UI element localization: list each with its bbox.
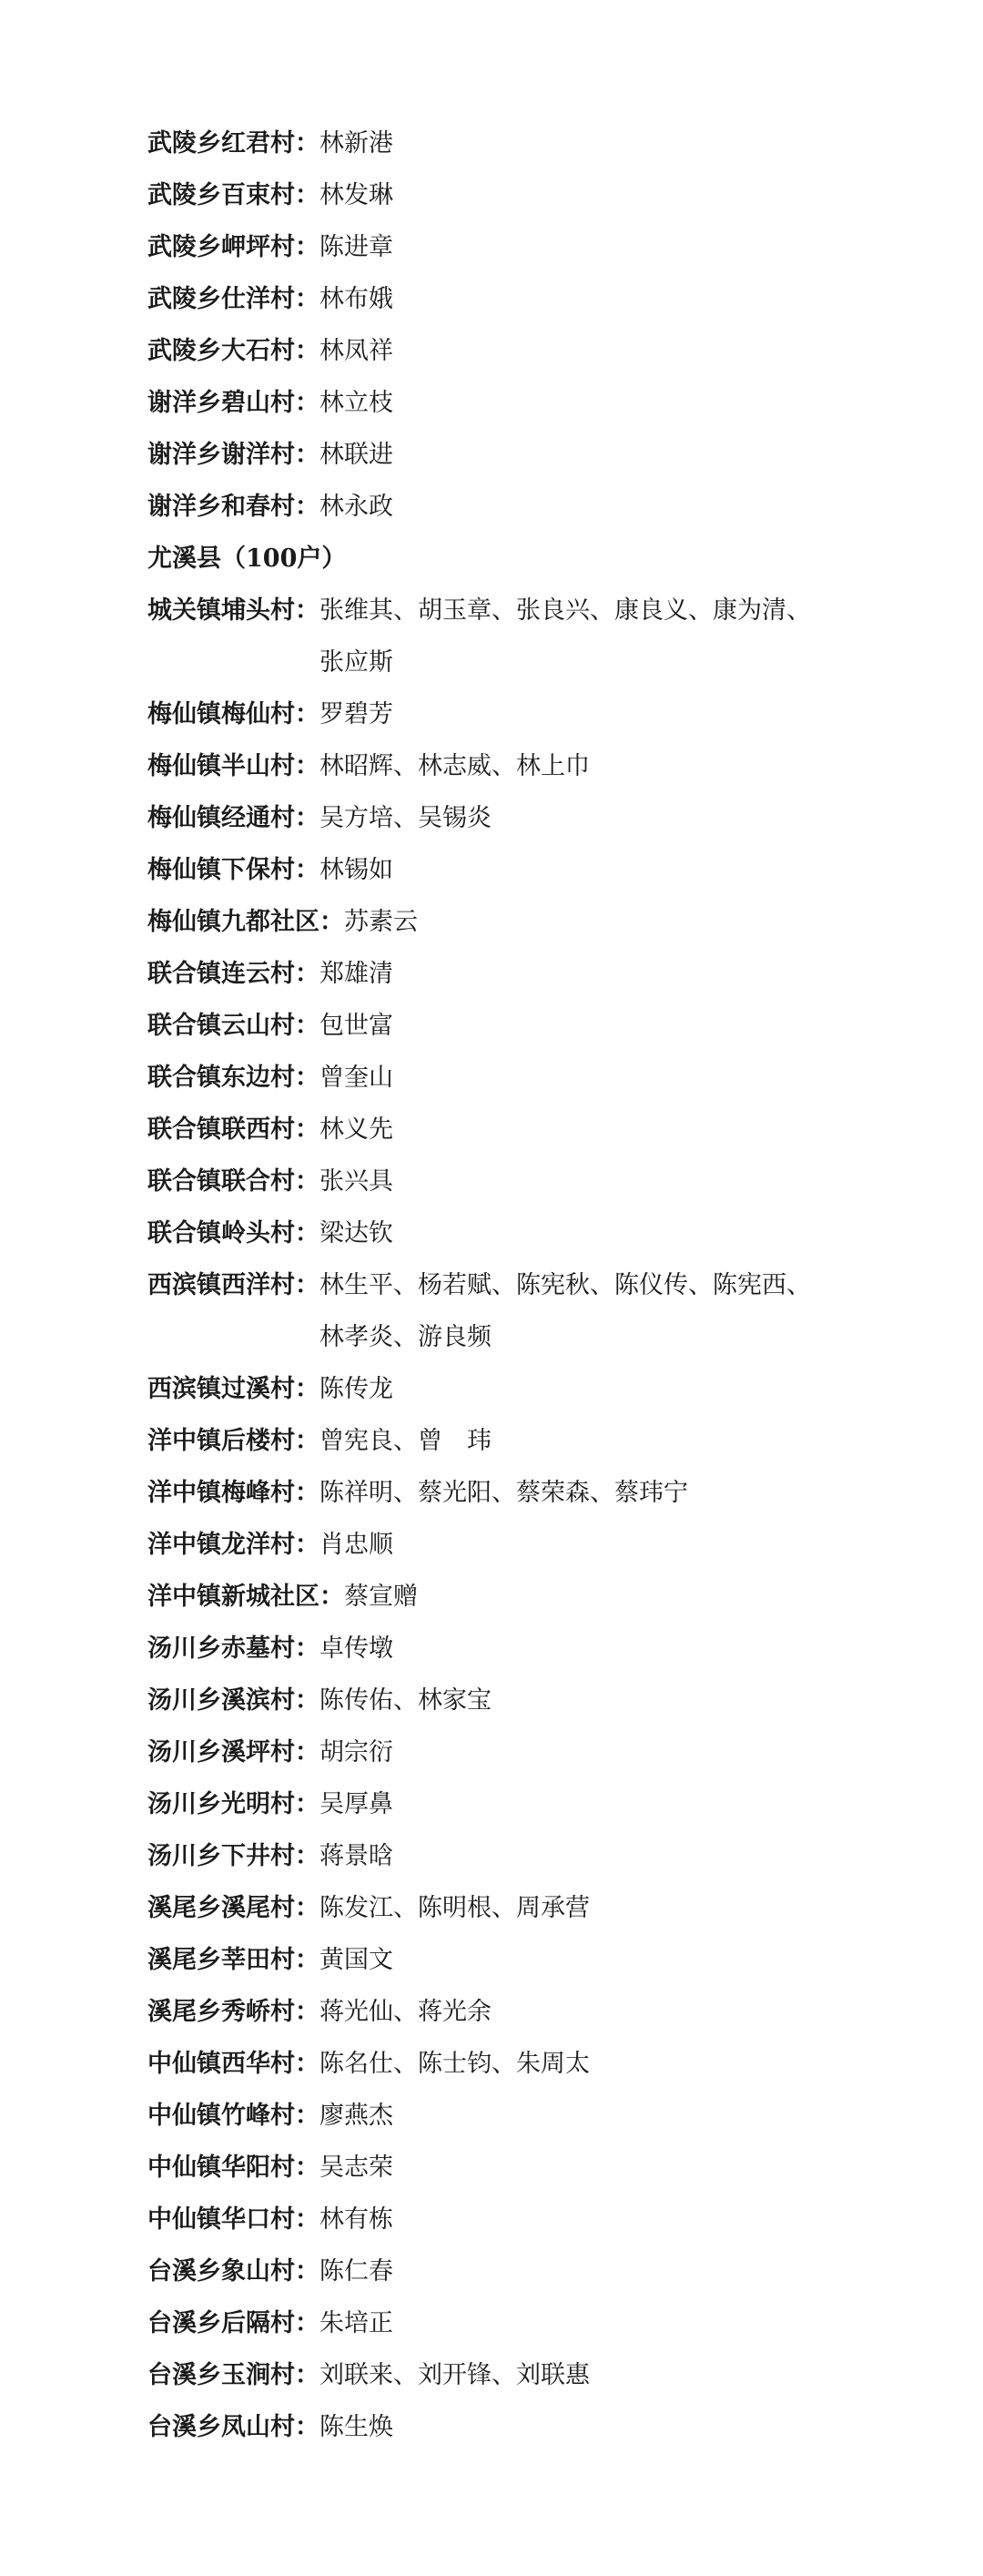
household-names: 林锡如 (319, 856, 393, 884)
village-entry (147, 1726, 876, 1778)
household-names: 郑雄清 (319, 960, 393, 988)
village-label: 联合镇联西村： (147, 1115, 319, 1144)
household-names: 张兴具 (319, 1167, 393, 1196)
household-names: 吴厚鼻 (319, 1790, 393, 1818)
village-label: 中仙镇华阳村： (147, 2153, 319, 2182)
village-label: 武陵乡岬坪村： (147, 233, 319, 261)
village-label: 汤川乡溪滨村： (147, 1686, 319, 1715)
village-label: 武陵乡仕洋村： (147, 285, 319, 313)
household-names: 梁达钦 (319, 1219, 393, 1247)
household-names: 蒋景晗 (319, 1842, 393, 1870)
village-label: 梅仙镇梅仙村： (147, 700, 319, 728)
village-label: 武陵乡百束村： (147, 181, 319, 209)
household-names: 吴志荣 (319, 2153, 393, 2182)
household-names: 林联进 (319, 441, 393, 469)
village-entry (147, 1052, 876, 1104)
village-label: 梅仙镇九都社区： (147, 908, 344, 936)
village-label: 台溪乡玉涧村： (147, 2361, 319, 2389)
household-names: 黄国文 (319, 1946, 393, 1974)
village-label: 联合镇联合村： (147, 1167, 319, 1196)
household-names: 林生平、杨若赋、陈宪秋、陈仪传、陈宪西、林孝炎、游良频 (319, 1271, 811, 1351)
village-entry (147, 740, 876, 792)
household-names: 林布娥 (319, 285, 393, 313)
household-names: 包世富 (319, 1012, 393, 1040)
household-names: 林立枝 (319, 389, 393, 417)
village-entry (147, 1934, 876, 1986)
village-label: 西滨镇西洋村： (147, 1271, 319, 1299)
village-label: 联合镇连云村： (147, 960, 319, 988)
village-label: 台溪乡凤山村： (147, 2413, 319, 2441)
village-label: 台溪乡象山村： (147, 2257, 319, 2286)
village-entry (147, 688, 876, 740)
household-names: 胡宗衍 (319, 1738, 393, 1767)
household-names: 陈发江、陈明根、周承营 (319, 1894, 590, 1922)
household-names: 刘联来、刘开锋、刘联惠 (319, 2361, 590, 2389)
village-entry (147, 1623, 876, 1675)
village-list-top (147, 117, 876, 533)
village-entry (147, 2401, 876, 2453)
village-entry (147, 1363, 876, 1415)
village-entry (147, 2194, 876, 2245)
village-label: 中仙镇华口村： (147, 2205, 319, 2234)
village-entry (147, 2090, 876, 2142)
village-entry (147, 1675, 876, 1726)
village-entry (147, 1000, 876, 1052)
village-label: 汤川乡下井村： (147, 1842, 319, 1870)
village-label: 汤川乡光明村： (147, 1790, 319, 1818)
village-entry (147, 844, 876, 896)
village-entry (147, 1830, 876, 1882)
household-names: 肖忠顺 (319, 1531, 393, 1559)
village-label: 梅仙镇下保村： (147, 856, 319, 884)
village-list-youxi (147, 585, 876, 2453)
village-entry (147, 896, 876, 948)
village-label: 洋中镇梅峰村： (147, 1479, 319, 1507)
village-label: 谢洋乡谢洋村： (147, 441, 319, 469)
village-label: 武陵乡红君村： (147, 129, 319, 158)
village-entry (147, 2245, 876, 2297)
village-entry (147, 948, 876, 1000)
village-label: 谢洋乡碧山村： (147, 389, 319, 417)
village-entry (147, 117, 876, 169)
village-label: 梅仙镇半山村： (147, 752, 319, 780)
village-entry (147, 1467, 876, 1519)
household-names: 陈名仕、陈士钧、朱周太 (319, 2050, 590, 2078)
village-label: 台溪乡后隔村： (147, 2309, 319, 2337)
village-label: 溪尾乡莘田村： (147, 1946, 319, 1974)
household-names: 吴方培、吴锡炎 (319, 804, 492, 832)
village-label: 溪尾乡溪尾村： (147, 1894, 319, 1922)
village-entry (147, 1259, 876, 1363)
household-names: 陈祥明、蔡光阳、蔡荣森、蔡玮宁 (319, 1479, 688, 1507)
household-names: 张维其、胡玉章、张良兴、康良义、康为清、张应斯 (319, 596, 811, 677)
village-entry (147, 273, 876, 325)
village-label: 武陵乡大石村： (147, 337, 319, 365)
household-names: 廖燕杰 (319, 2102, 393, 2130)
county-heading: 尤溪县（100户） (147, 545, 347, 573)
village-entry (147, 429, 876, 481)
village-entry (147, 377, 876, 429)
village-entry (147, 2142, 876, 2194)
household-names: 林发琳 (319, 181, 393, 209)
village-label: 中仙镇西华村： (147, 2050, 319, 2078)
household-names: 林义先 (319, 1115, 393, 1144)
household-names: 卓传墩 (319, 1634, 393, 1663)
household-names: 陈传佑、林家宝 (319, 1686, 492, 1715)
village-label: 中仙镇竹峰村： (147, 2102, 319, 2130)
household-names: 陈仁春 (319, 2257, 393, 2286)
village-entry (147, 2038, 876, 2090)
village-entry (147, 792, 876, 844)
village-label: 溪尾乡秀峤村： (147, 1998, 319, 2026)
household-names: 陈进章 (319, 233, 393, 261)
village-label: 梅仙镇经通村： (147, 804, 319, 832)
village-label: 洋中镇新城社区： (147, 1583, 344, 1611)
village-label: 汤川乡溪坪村： (147, 1738, 319, 1767)
village-label: 洋中镇后楼村： (147, 1427, 319, 1455)
village-label: 汤川乡赤墓村： (147, 1634, 319, 1663)
village-entry (147, 325, 876, 377)
village-label: 谢洋乡和春村： (147, 493, 319, 521)
village-label: 联合镇岭头村： (147, 1219, 319, 1247)
village-label: 洋中镇龙洋村： (147, 1531, 319, 1559)
village-entry (147, 1104, 876, 1156)
household-names: 林凤祥 (319, 337, 393, 365)
household-names: 曾宪良、曾 玮 (319, 1427, 492, 1455)
village-label: 联合镇东边村： (147, 1064, 319, 1092)
village-entry (147, 221, 876, 273)
village-entry (147, 169, 876, 221)
household-names: 林有栋 (319, 2205, 393, 2234)
village-entry (147, 2349, 876, 2401)
village-entry (147, 1207, 876, 1259)
household-names: 陈生焕 (319, 2413, 393, 2441)
household-names: 林新港 (319, 129, 393, 158)
village-entry (147, 1156, 876, 1207)
household-names: 林昭辉、林志威、林上巾 (319, 752, 590, 780)
village-entry (147, 2297, 876, 2349)
household-names: 罗碧芳 (319, 700, 393, 728)
village-label: 联合镇云山村： (147, 1012, 319, 1040)
document-page (147, 117, 876, 2453)
village-entry (147, 481, 876, 533)
household-names: 林永政 (319, 493, 393, 521)
household-names: 蒋光仙、蒋光余 (319, 1998, 492, 2026)
village-label: 西滨镇过溪村： (147, 1375, 319, 1403)
village-label: 城关镇埔头村： (147, 596, 319, 625)
household-names: 蔡宣赠 (344, 1583, 418, 1611)
village-entry (147, 1882, 876, 1934)
household-names: 苏素云 (344, 908, 418, 936)
village-entry (147, 1415, 876, 1467)
household-names: 朱培正 (319, 2309, 393, 2337)
village-entry (147, 1778, 876, 1830)
village-entry (147, 585, 876, 688)
village-entry (147, 1571, 876, 1623)
village-entry (147, 1986, 876, 2038)
household-names: 陈传龙 (319, 1375, 393, 1403)
household-names: 曾奎山 (319, 1064, 393, 1092)
village-entry (147, 1519, 876, 1571)
